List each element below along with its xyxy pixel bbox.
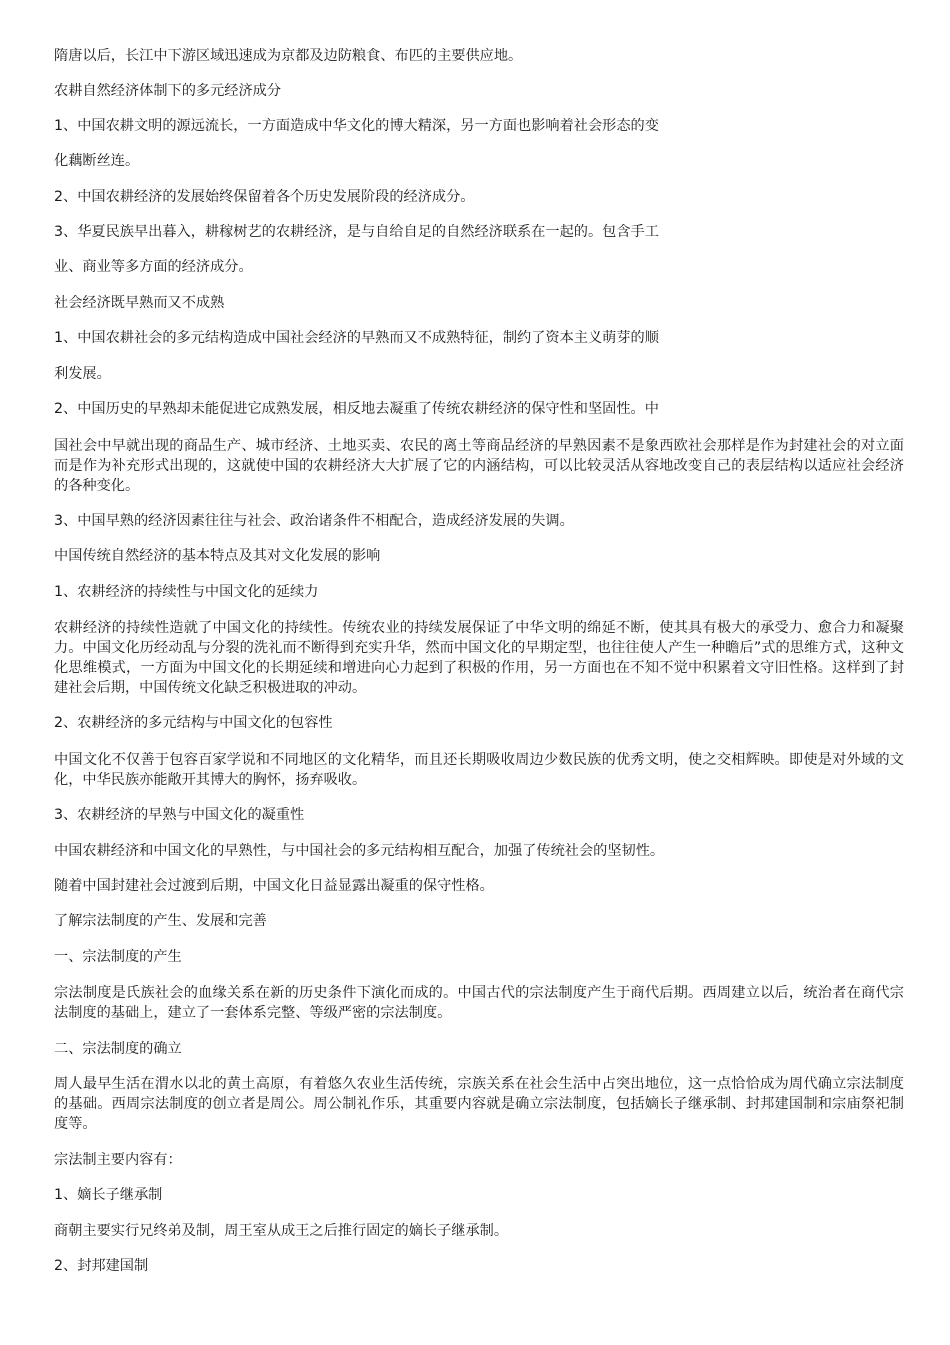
- subsection-heading: 1、嫡长子继承制: [54, 1187, 163, 1203]
- paragraph: 农耕经济的持续性造就了中国文化的持续性。传统农业的持续发展保证了中华文明的绵延不断，使其具有极大的承受力、愈合力和凝聚力。中国文化历经动乱与分裂的洗礼而不断得到充实升华，然而中国文化的早期定型，也往往使人产生一种瞻后”式的思维方式，这种文化思维模式，一方面为中国文化的长期延续和增进向心力起到了积极的作用，另一方面也在不知不觉中积累着文守旧性格。这样到了封建社会后期，中国传统文化缺乏积极进取的冲动。: [54, 620, 904, 696]
- subsection-heading: 二、宗法制度的确立: [54, 1041, 182, 1057]
- paragraph: 随着中国封建社会过渡到后期，中国文化日益显露出凝重的保守性格。: [54, 878, 494, 894]
- paragraph: 化藕断丝连。: [54, 153, 140, 169]
- paragraph: 2、中国农耕经济的发展始终保留着各个历史发展阶段的经济成分。: [54, 189, 475, 205]
- subsection-heading: 1、农耕经济的持续性与中国文化的延续力: [54, 584, 319, 600]
- subsection-heading: 2、农耕经济的多元结构与中国文化的包容性: [54, 715, 333, 731]
- paragraph: 1、中国农耕社会的多元结构造成中国社会经济的早熟而又不成熟特征，制约了资本主义萌芽的顺: [54, 330, 659, 346]
- paragraph: 利发展。: [54, 366, 111, 382]
- section-heading: 了解宗法制度的产生、发展和完善: [54, 913, 267, 929]
- paragraph: 3、中国早熟的经济因素往往与社会、政治诸条件不相配合，造成经济发展的失调。: [54, 513, 574, 529]
- paragraph: 3、华夏民族早出暮入，耕稼树艺的农耕经济，是与自给自足的自然经济联系在一起的。包含手工: [54, 224, 659, 240]
- subsection-heading: 2、封邦建国制: [54, 1258, 149, 1274]
- paragraph: 宗法制度是氏族社会的血缘关系在新的历史条件下演化而成的。中国古代的宗法制度产生于商代后期。西周建立以后，统治者在商代宗法制度的基础上，建立了一套体系完整、等级严密的宗法制度。: [54, 985, 904, 1021]
- paragraph: 1、中国农耕文明的源远流长，一方面造成中华文化的博大精深，另一方面也影响着社会形态的变: [54, 118, 659, 134]
- paragraph: 宗法制主要内容有：: [54, 1152, 182, 1168]
- paragraph: 商朝主要实行兄终弟及制，周王室从成王之后推行固定的嫡长子继承制。: [54, 1223, 509, 1239]
- paragraph: 国社会中早就出现的商品生产、城市经济、土地买卖、农民的离土等商品经济的早熟因素不是象西欧社会那样是作为封建社会的对立面而是作为补充形式出现的，这就使中国的农耕经济大大扩展了它的内涵结构，可以比较灵活从容地改变自己的表层结构以适应社会经济的各种变化。: [54, 438, 904, 494]
- section-heading: 中国传统自然经济的基本特点及其对文化发展的影响: [54, 548, 381, 564]
- section-heading: 农耕自然经济体制下的多元经济成分: [54, 83, 282, 99]
- paragraph: 中国农耕经济和中国文化的早熟性，与中国社会的多元结构相互配合，加强了传统社会的坚韧性。: [54, 843, 665, 859]
- paragraph: 2、中国历史的早熟却未能促进它成熟发展，相反地去凝重了传统农耕经济的保守性和坚固性。中: [54, 401, 659, 417]
- paragraph: 中国文化不仅善于包容百家学说和不同地区的文化精华，而且还长期吸收周边少数民族的优秀文明，使之交相辉映。即使是对外域的文化，中华民族亦能敞开其博大的胸怀，扬弃吸收。: [54, 752, 904, 788]
- subsection-heading: 一、宗法制度的产生: [54, 949, 182, 965]
- paragraph: 业、商业等多方面的经济成分。: [54, 259, 253, 275]
- paragraph: 隋唐以后，长江中下游区域迅速成为京都及边防粮食、布匹的主要供应地。: [54, 48, 523, 64]
- section-heading: 社会经济既早熟而又不成熟: [54, 295, 225, 311]
- paragraph: 周人最早生活在渭水以北的黄土高原，有着悠久农业生活传统，宗族关系在社会生活中占突出地位，这一点恰恰成为周代确立宗法制度的基础。西周宗法制度的创立者是周公。周公制礼作乐，其重要内容就是确立宗法制度，包括嫡长子继承制、封邦建国制和宗庙祭祀制度等。: [54, 1076, 904, 1132]
- subsection-heading: 3、农耕经济的早熟与中国文化的凝重性: [54, 807, 305, 823]
